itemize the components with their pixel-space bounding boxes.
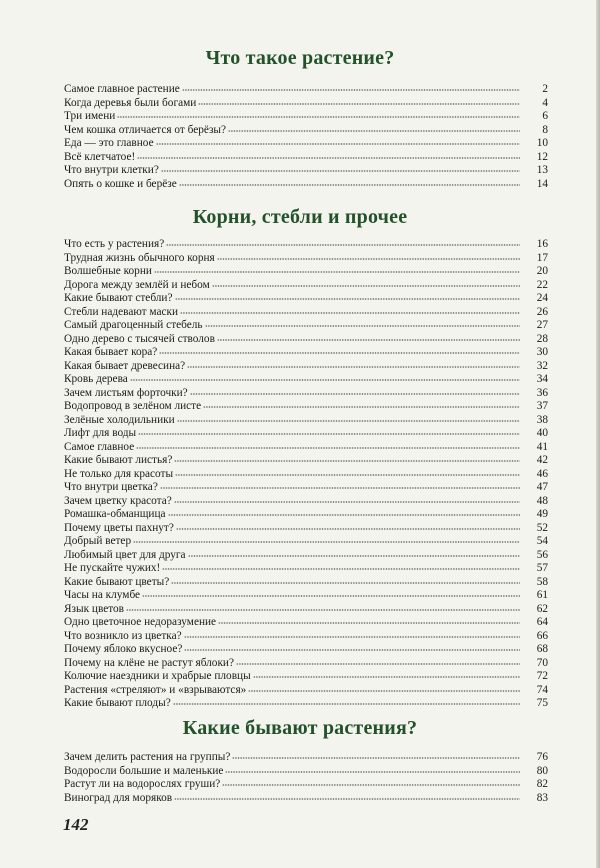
toc-entry-title: Ромашка-обманщица (64, 508, 166, 520)
toc-entry[interactable] (64, 360, 548, 374)
toc-entry-title: Кровь дерева (64, 373, 128, 385)
toc-entry[interactable] (64, 151, 548, 165)
toc-entry-page: 27 (536, 319, 548, 331)
dot-leader (175, 298, 521, 300)
toc-entry[interactable] (64, 110, 548, 124)
toc-entry[interactable] (64, 657, 548, 671)
toc-entry[interactable] (64, 522, 548, 536)
dot-leader (176, 528, 520, 530)
toc-entry-page: 40 (536, 427, 548, 439)
toc-entry-page: 52 (536, 521, 548, 534)
toc-entry-title: Зелёные холодильники (64, 413, 175, 426)
toc-entry[interactable] (64, 792, 548, 806)
toc-entry[interactable] (64, 400, 548, 414)
dot-leader (203, 406, 520, 408)
toc-entry[interactable] (64, 346, 548, 360)
toc-entry[interactable] (64, 765, 548, 779)
toc-entry[interactable] (64, 427, 548, 441)
toc-entry-title: Одно цветочное недоразумение (64, 616, 217, 628)
toc-entry-page: 6 (542, 110, 548, 122)
toc-entry[interactable] (64, 576, 548, 590)
toc-entry-title: Зачем листьям форточки? (64, 386, 188, 399)
toc-entry-page: 76 (536, 751, 548, 763)
toc-entry-page: 80 (536, 764, 548, 777)
dot-leader (174, 798, 520, 800)
toc-entry-page: 68 (536, 643, 548, 655)
toc-entry-page: 58 (536, 575, 548, 588)
toc-entry-page: 37 (536, 400, 548, 412)
toc-entry[interactable] (64, 238, 548, 252)
dot-leader (179, 184, 520, 186)
toc-entry[interactable] (64, 589, 548, 603)
toc-entry-page: 22 (536, 278, 548, 291)
toc-entry-title: Какие бывают листья? (64, 454, 173, 466)
toc-entry-page: 2 (542, 83, 548, 95)
toc-entry[interactable] (64, 481, 548, 495)
toc-entry-title: Почему цветы пахнут? (64, 521, 174, 534)
toc-entry-page: 41 (536, 440, 548, 453)
toc-entry[interactable] (64, 603, 548, 617)
toc-entry-title: Зачем цветку красота? (64, 494, 172, 507)
toc-entry-title: Что внутри клетки? (64, 164, 159, 176)
toc-entry-title: Три имени (64, 110, 116, 122)
toc-entry-title: Какие бывают стебли? (64, 292, 173, 304)
dot-leader (136, 447, 520, 449)
toc-entry-title: Добрый ветер (64, 535, 132, 547)
dot-leader (218, 622, 520, 624)
toc-entry-page: 74 (536, 683, 548, 696)
dot-leader (162, 568, 520, 570)
toc-entry-title: Почему на клёне не растут яблоки? (64, 656, 234, 669)
toc-entry-title: Самое главное (64, 440, 135, 453)
section-2-entries (64, 238, 548, 711)
dot-leader (217, 258, 520, 260)
toc-entry-page: 70 (536, 656, 548, 669)
toc-entry-page: 82 (536, 778, 548, 790)
dot-leader (137, 157, 520, 159)
toc-entry-title: Какие бывают цветы? (64, 575, 170, 588)
toc-entry-title: Язык цветов (64, 602, 124, 615)
toc-entry-title: Какая бывает кора? (64, 346, 158, 358)
toc-entry[interactable] (64, 373, 548, 387)
toc-entry-title: Что возникло из цветка? (64, 629, 182, 642)
toc-entry[interactable] (64, 252, 548, 266)
dot-leader (138, 433, 520, 435)
toc-entry-page: 62 (536, 602, 548, 615)
dot-leader (184, 649, 520, 651)
dot-leader (154, 271, 520, 273)
toc-entry-title: Колючие наездники и храбрые пловцы (64, 670, 251, 682)
toc-entry-title: Какие бывают плоды? (64, 697, 171, 709)
toc-entry-page: 4 (542, 96, 548, 109)
toc-entry-title: Растения «стреляют» и «взрываются» (64, 683, 247, 696)
toc-entry-page: 20 (536, 265, 548, 277)
toc-entry-page: 56 (536, 548, 548, 561)
toc-entry[interactable] (64, 387, 548, 401)
toc-entry-page: 64 (536, 616, 548, 628)
toc-entry-page: 13 (536, 164, 548, 176)
dot-leader (253, 676, 520, 678)
toc-entry[interactable] (64, 83, 548, 97)
dot-leader (188, 555, 520, 557)
dot-leader (133, 541, 520, 543)
toc-entry[interactable] (64, 441, 548, 455)
toc-entry-page: 8 (542, 123, 548, 136)
dot-leader (184, 636, 520, 638)
toc-entry[interactable] (64, 306, 548, 320)
toc-entry-title: Почему яблоко вкусное? (64, 643, 183, 655)
toc-entry[interactable] (64, 279, 548, 293)
dot-leader (232, 757, 520, 759)
dot-leader (142, 595, 520, 597)
toc-entry-page: 48 (536, 494, 548, 507)
dot-leader (182, 89, 520, 91)
toc-entry[interactable] (64, 697, 548, 711)
dot-leader (177, 420, 520, 422)
toc-entry[interactable] (64, 178, 548, 192)
page-number: 142 (63, 815, 89, 834)
toc-entry-title: Трудная жизнь обычного корня (64, 251, 215, 264)
dot-leader (187, 366, 520, 368)
dot-leader (161, 170, 520, 172)
toc-entry-title: Не только для красоты (64, 467, 174, 480)
dot-leader (175, 474, 520, 476)
toc-entry-page: 17 (536, 251, 548, 264)
toc-entry-page: 57 (536, 562, 548, 574)
toc-entry-title: Стебли надевают маски (64, 305, 179, 318)
toc-entry[interactable] (64, 265, 548, 279)
toc-entry-title: Самое главное растение (64, 83, 180, 95)
toc-entry[interactable] (64, 549, 548, 563)
toc-entry[interactable] (64, 670, 548, 684)
page-edge-shadow (596, 0, 600, 868)
toc-entry-title: Опять о кошке и берёзе (64, 177, 177, 190)
dot-leader (180, 312, 520, 314)
toc-entry[interactable] (64, 292, 548, 306)
dot-leader (217, 339, 520, 341)
toc-entry[interactable] (64, 454, 548, 468)
dot-leader (248, 690, 520, 692)
section-title-roots-stems: Корни, стебли и прочее (192, 206, 408, 228)
toc-entry-title: Что есть у растения? (64, 238, 165, 250)
toc-entry[interactable] (64, 643, 548, 657)
toc-entry-title: Когда деревья были богами (64, 96, 197, 109)
dot-leader (236, 663, 520, 665)
toc-entry-title: Не пускайте чужих! (64, 562, 161, 574)
toc-entry[interactable] (64, 616, 548, 630)
toc-entry-page: 54 (536, 535, 548, 547)
toc-entry[interactable] (64, 495, 548, 509)
toc-entry-page: 12 (536, 150, 548, 163)
toc-entry[interactable] (64, 164, 548, 178)
toc-entry-page: 10 (536, 137, 548, 149)
toc-entry-title: Одно дерево с тысячей стволов (64, 332, 215, 345)
toc-entry-page: 75 (536, 697, 548, 709)
toc-entry-page: 38 (536, 413, 548, 426)
toc-entry-page: 83 (536, 791, 548, 804)
dot-leader (174, 460, 520, 462)
section-title-what-is-plant: Что такое растение? (205, 47, 395, 69)
toc-entry-page: 16 (536, 238, 548, 250)
toc-entry[interactable] (64, 468, 548, 482)
toc-entry[interactable] (64, 124, 548, 138)
toc-entry[interactable] (64, 137, 548, 151)
toc-entry-title: Волшебные корни (64, 265, 152, 277)
toc-entry[interactable] (64, 630, 548, 644)
toc-entry-title: Водоросли большие и маленькие (64, 764, 224, 777)
toc-entry-title: Виноград для моряков (64, 791, 173, 804)
toc-entry-title: Еда — это главное (64, 137, 154, 149)
toc-entry-page: 72 (536, 670, 548, 682)
toc-entry[interactable] (64, 508, 548, 522)
toc-entry-title: Дорога между землёй и небом (64, 278, 210, 291)
toc-entry-page: 66 (536, 629, 548, 642)
toc-entry-page: 30 (536, 346, 548, 358)
toc-entry[interactable] (64, 778, 548, 792)
dot-leader (171, 582, 520, 584)
dot-leader (173, 703, 520, 705)
toc-entry-page: 36 (536, 386, 548, 399)
section-1-entries (64, 83, 548, 191)
toc-entry[interactable] (64, 535, 548, 549)
dot-leader (190, 393, 520, 395)
toc-entry[interactable] (64, 414, 548, 428)
dot-leader (159, 352, 520, 354)
toc-entry-title: Всё клетчатое! (64, 150, 136, 163)
toc-entry-page: 61 (536, 589, 548, 601)
dot-leader (212, 285, 520, 287)
dot-leader (174, 501, 520, 503)
toc-entry-page: 47 (536, 481, 548, 493)
toc-entry-page: 46 (536, 467, 548, 480)
dot-leader (166, 244, 520, 246)
dot-leader (156, 143, 520, 145)
dot-leader (225, 771, 520, 773)
toc-entry-title: Любимый цвет для друга (64, 548, 186, 561)
dot-leader (205, 325, 520, 327)
toc-entry-page: 49 (536, 508, 548, 520)
toc-entry-title: Лифт для воды (64, 427, 137, 439)
dot-leader (168, 514, 520, 516)
toc-entry-title: Часы на клумбе (64, 589, 141, 601)
dot-leader (198, 103, 520, 105)
toc-entry-title: Растут ли на водорослях груши? (64, 778, 221, 790)
toc-entry[interactable] (64, 684, 548, 698)
toc-entry[interactable] (64, 97, 548, 111)
toc-entry[interactable] (64, 333, 548, 347)
toc-entry-page: 24 (536, 292, 548, 304)
toc-entry[interactable] (64, 319, 548, 333)
dot-leader (160, 487, 520, 489)
toc-entry-page: 34 (536, 373, 548, 385)
toc-entry-title: Чем кошка отличается от берёзы? (64, 123, 227, 136)
toc-entry-title: Какая бывает древесина? (64, 359, 186, 372)
dot-leader (117, 116, 520, 118)
section-3-entries (64, 751, 548, 805)
dot-leader (126, 609, 520, 611)
toc-entry-page: 26 (536, 305, 548, 318)
section-title-plant-types: Какие бывают растения? (182, 717, 418, 739)
toc-entry-page: 42 (536, 454, 548, 466)
toc-entry[interactable] (64, 562, 548, 576)
toc-entry-page: 14 (536, 177, 548, 190)
toc-entry-page: 32 (536, 359, 548, 372)
toc-entry-title: Что внутри цветка? (64, 481, 158, 493)
dot-leader (222, 784, 520, 786)
dot-leader (228, 130, 520, 132)
toc-entry[interactable] (64, 751, 548, 765)
toc-entry-title: Зачем делить растения на группы? (64, 751, 231, 763)
dot-leader (130, 379, 520, 381)
toc-entry-title: Водопровод в зелёном листе (64, 400, 202, 412)
toc-entry-page: 28 (536, 332, 548, 345)
toc-entry-title: Самый драгоценный стебель (64, 319, 203, 331)
